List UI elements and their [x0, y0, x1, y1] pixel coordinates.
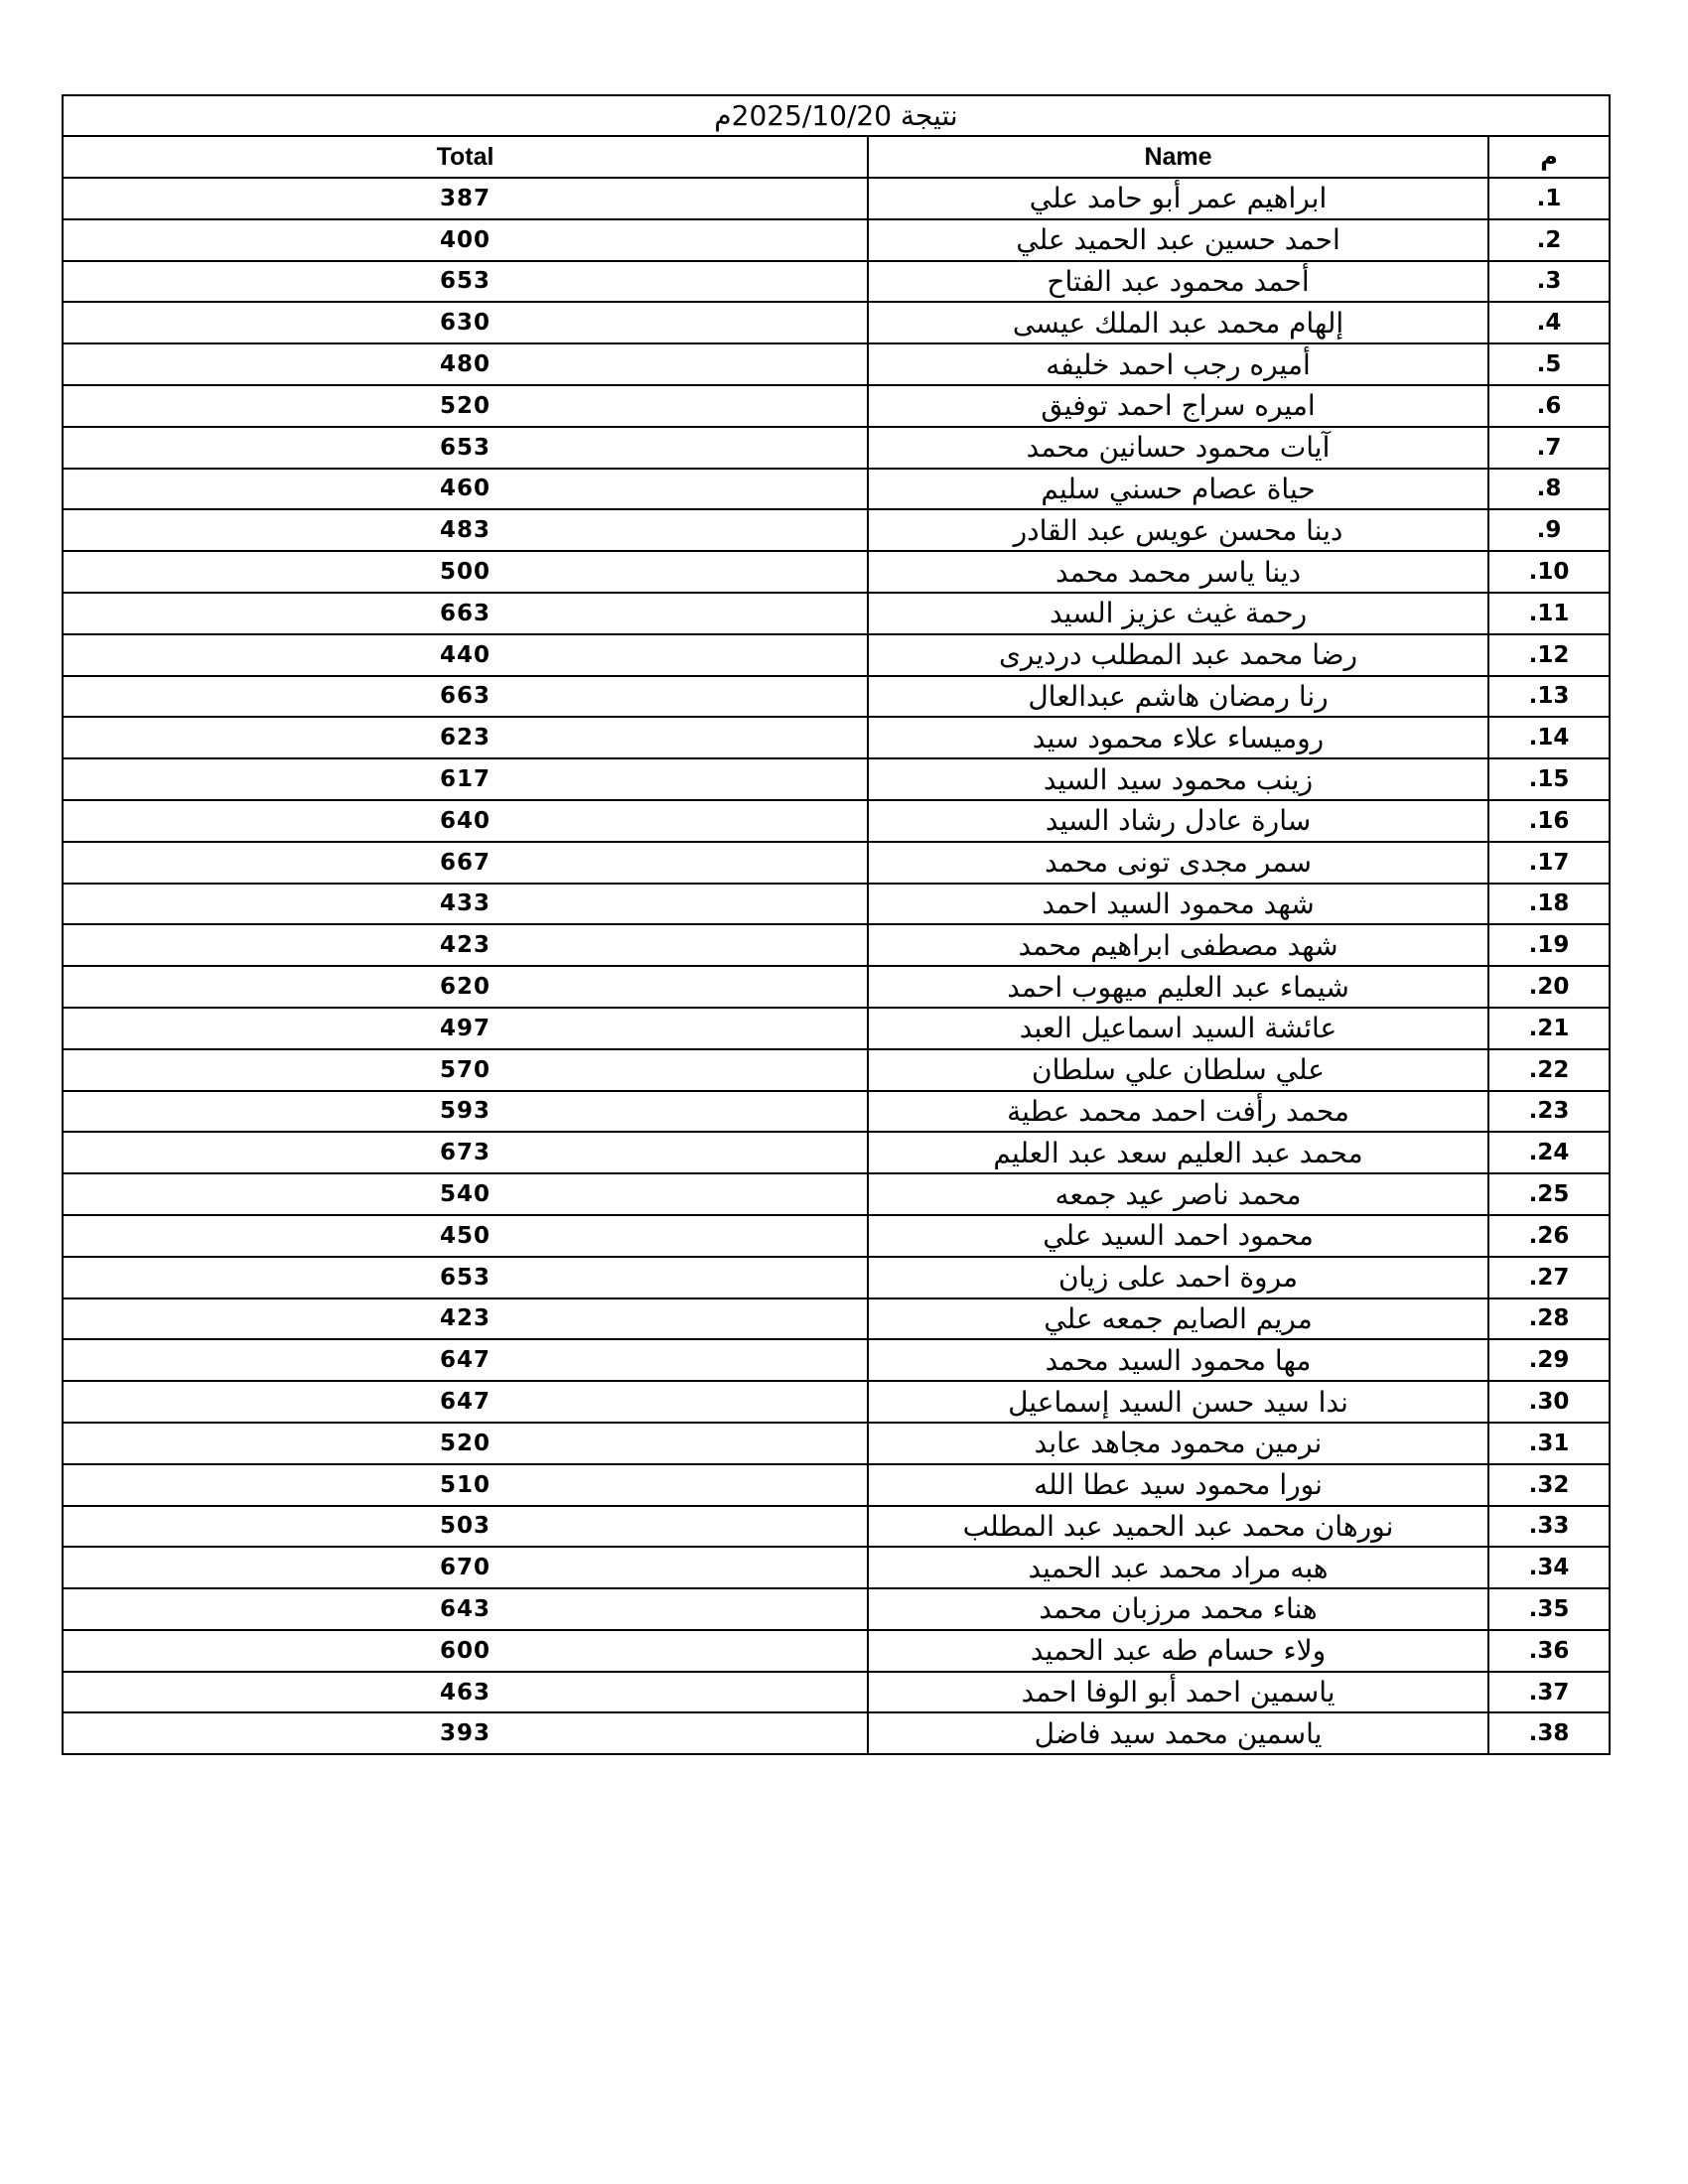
row-total-cell: 540 — [63, 1173, 868, 1215]
table-row — [63, 1588, 1610, 1630]
row-total-cell: 433 — [63, 884, 868, 925]
row-index-cell: .29 — [1488, 1339, 1610, 1381]
row-index-cell: .36 — [1488, 1630, 1610, 1672]
row-index-cell: .38 — [1488, 1712, 1610, 1754]
row-total-cell: 440 — [63, 634, 868, 676]
row-name-cell: شهد محمود السيد احمد — [868, 884, 1488, 925]
table-row — [63, 842, 1610, 884]
table-row — [63, 1257, 1610, 1298]
row-name-cell: اميره سراج احمد توفيق — [868, 385, 1488, 427]
row-total-cell: 653 — [63, 427, 868, 469]
table-row — [63, 302, 1610, 343]
row-name-cell: رنا رمضان هاشم عبدالعال — [868, 676, 1488, 718]
row-total-cell: 593 — [63, 1091, 868, 1133]
row-name-cell: دينا ياسر محمد محمد — [868, 551, 1488, 593]
row-index-cell: .12 — [1488, 634, 1610, 676]
row-index-cell: .16 — [1488, 800, 1610, 842]
row-name-cell: نورهان محمد عبد الحميد عبد المطلب — [868, 1506, 1488, 1548]
table-row — [63, 1423, 1610, 1464]
row-index-cell: .3 — [1488, 261, 1610, 303]
table-row — [63, 1547, 1610, 1588]
row-index-cell: .1 — [1488, 178, 1610, 219]
table-row — [63, 343, 1610, 385]
row-name-cell: رحمة غيث عزيز السيد — [868, 593, 1488, 634]
table-row — [63, 717, 1610, 758]
table-row — [63, 385, 1610, 427]
table-row — [63, 593, 1610, 634]
row-index-cell: .30 — [1488, 1381, 1610, 1423]
table-row — [63, 1049, 1610, 1091]
row-index-cell: .21 — [1488, 1008, 1610, 1049]
table-row — [63, 178, 1610, 219]
row-name-cell: علي سلطان علي سلطان — [868, 1049, 1488, 1091]
row-name-cell: آيات محمود حسانين محمد — [868, 427, 1488, 469]
table-row — [63, 427, 1610, 469]
column-header-total: Total — [63, 136, 868, 178]
row-name-cell: محمد عبد العليم سعد عبد العليم — [868, 1132, 1488, 1173]
table-row — [63, 758, 1610, 800]
table-row — [63, 884, 1610, 925]
row-index-cell: .20 — [1488, 966, 1610, 1008]
row-index-cell: .5 — [1488, 343, 1610, 385]
row-total-cell: 617 — [63, 758, 868, 800]
row-index-cell: .37 — [1488, 1672, 1610, 1713]
row-name-cell: ياسمين احمد أبو الوفا احمد — [868, 1672, 1488, 1713]
row-name-cell: سارة عادل رشاد السيد — [868, 800, 1488, 842]
row-index-cell: .22 — [1488, 1049, 1610, 1091]
table-row — [63, 219, 1610, 261]
row-name-cell: مها محمود السيد محمد — [868, 1339, 1488, 1381]
row-index-cell: .10 — [1488, 551, 1610, 593]
row-name-cell: إلهام محمد عبد الملك عيسى — [868, 302, 1488, 343]
row-total-cell: 483 — [63, 509, 868, 551]
table-row — [63, 261, 1610, 303]
row-index-cell: .32 — [1488, 1464, 1610, 1506]
row-total-cell: 630 — [63, 302, 868, 343]
row-index-cell: .17 — [1488, 842, 1610, 884]
row-name-cell: احمد حسين عبد الحميد علي — [868, 219, 1488, 261]
row-index-cell: .13 — [1488, 676, 1610, 718]
row-name-cell: ولاء حسام طه عبد الحميد — [868, 1630, 1488, 1672]
table-title-row — [63, 95, 1610, 136]
row-index-cell: .6 — [1488, 385, 1610, 427]
row-index-cell: .19 — [1488, 924, 1610, 966]
row-name-cell: مروة احمد على زيان — [868, 1257, 1488, 1298]
row-name-cell: رضا محمد عبد المطلب درديرى — [868, 634, 1488, 676]
table-row — [63, 1091, 1610, 1133]
table-row — [63, 1381, 1610, 1423]
row-index-cell: .4 — [1488, 302, 1610, 343]
row-index-cell: .33 — [1488, 1506, 1610, 1548]
row-total-cell: 667 — [63, 842, 868, 884]
table-row — [63, 1008, 1610, 1049]
row-index-cell: .24 — [1488, 1132, 1610, 1173]
row-name-cell: محمود احمد السيد علي — [868, 1215, 1488, 1257]
table-row — [63, 1506, 1610, 1548]
results-table-body — [63, 178, 1610, 1754]
table-row — [63, 966, 1610, 1008]
row-total-cell: 623 — [63, 717, 868, 758]
table-row — [63, 800, 1610, 842]
table-row — [63, 551, 1610, 593]
table-row — [63, 1464, 1610, 1506]
row-name-cell: ندا سيد حسن السيد إسماعيل — [868, 1381, 1488, 1423]
row-name-cell: هناء محمد مرزبان محمد — [868, 1588, 1488, 1630]
row-total-cell: 520 — [63, 385, 868, 427]
row-index-cell: .9 — [1488, 509, 1610, 551]
row-total-cell: 647 — [63, 1339, 868, 1381]
row-name-cell: محمد رأفت احمد محمد عطية — [868, 1091, 1488, 1133]
table-row — [63, 1215, 1610, 1257]
table-row — [63, 634, 1610, 676]
row-total-cell: 640 — [63, 800, 868, 842]
row-total-cell: 653 — [63, 261, 868, 303]
row-index-cell: .2 — [1488, 219, 1610, 261]
row-name-cell: حياة عصام حسني سليم — [868, 469, 1488, 510]
column-header-index: م — [1488, 136, 1610, 178]
table-row — [63, 1630, 1610, 1672]
row-total-cell: 393 — [63, 1712, 868, 1754]
row-name-cell: ابراهيم عمر أبو حامد علي — [868, 178, 1488, 219]
row-name-cell: شهد مصطفى ابراهيم محمد — [868, 924, 1488, 966]
row-total-cell: 463 — [63, 1672, 868, 1713]
row-total-cell: 647 — [63, 1381, 868, 1423]
row-index-cell: .15 — [1488, 758, 1610, 800]
row-index-cell: .11 — [1488, 593, 1610, 634]
row-name-cell: دينا محسن عويس عبد القادر — [868, 509, 1488, 551]
table-row — [63, 1712, 1610, 1754]
row-index-cell: .8 — [1488, 469, 1610, 510]
row-total-cell: 600 — [63, 1630, 868, 1672]
row-name-cell: نورا محمود سيد عطا الله — [868, 1464, 1488, 1506]
row-name-cell: سمر مجدى تونى محمد — [868, 842, 1488, 884]
row-total-cell: 400 — [63, 219, 868, 261]
row-index-cell: .14 — [1488, 717, 1610, 758]
row-index-cell: .31 — [1488, 1423, 1610, 1464]
column-header-name: Name — [868, 136, 1488, 178]
row-index-cell: .27 — [1488, 1257, 1610, 1298]
row-total-cell: 460 — [63, 469, 868, 510]
row-total-cell: 520 — [63, 1423, 868, 1464]
table-row — [63, 1298, 1610, 1340]
row-name-cell: أميره رجب احمد خليفه — [868, 343, 1488, 385]
row-total-cell: 387 — [63, 178, 868, 219]
row-total-cell: 670 — [63, 1547, 868, 1588]
row-total-cell: 570 — [63, 1049, 868, 1091]
row-total-cell: 423 — [63, 1298, 868, 1340]
table-row — [63, 1173, 1610, 1215]
row-index-cell: .23 — [1488, 1091, 1610, 1133]
table-header-row — [63, 136, 1610, 178]
row-name-cell: هبه مراد محمد عبد الحميد — [868, 1547, 1488, 1588]
row-index-cell: .35 — [1488, 1588, 1610, 1630]
row-name-cell: نرمين محمود مجاهد عابد — [868, 1423, 1488, 1464]
row-total-cell: 620 — [63, 966, 868, 1008]
row-name-cell: أحمد محمود عبد الفتاح — [868, 261, 1488, 303]
row-index-cell: .26 — [1488, 1215, 1610, 1257]
row-total-cell: 663 — [63, 676, 868, 718]
table-row — [63, 676, 1610, 718]
row-name-cell: زينب محمود سيد السيد — [868, 758, 1488, 800]
row-total-cell: 497 — [63, 1008, 868, 1049]
table-row — [63, 1672, 1610, 1713]
table-row — [63, 509, 1610, 551]
row-name-cell: روميساء علاء محمود سيد — [868, 717, 1488, 758]
row-total-cell: 510 — [63, 1464, 868, 1506]
table-title: نتيجة 2025/10/20م — [63, 95, 1610, 136]
row-total-cell: 450 — [63, 1215, 868, 1257]
row-name-cell: عائشة السيد اسماعيل العبد — [868, 1008, 1488, 1049]
row-index-cell: .18 — [1488, 884, 1610, 925]
row-total-cell: 503 — [63, 1506, 868, 1548]
results-table — [62, 94, 1611, 1755]
row-index-cell: .34 — [1488, 1547, 1610, 1588]
row-name-cell: مريم الصايم جمعه علي — [868, 1298, 1488, 1340]
row-total-cell: 643 — [63, 1588, 868, 1630]
row-total-cell: 673 — [63, 1132, 868, 1173]
row-index-cell: .7 — [1488, 427, 1610, 469]
table-row — [63, 1339, 1610, 1381]
table-row — [63, 469, 1610, 510]
table-row — [63, 924, 1610, 966]
row-total-cell: 653 — [63, 1257, 868, 1298]
row-index-cell: .28 — [1488, 1298, 1610, 1340]
row-total-cell: 663 — [63, 593, 868, 634]
row-index-cell: .25 — [1488, 1173, 1610, 1215]
row-total-cell: 423 — [63, 924, 868, 966]
row-total-cell: 480 — [63, 343, 868, 385]
row-name-cell: محمد ناصر عيد جمعه — [868, 1173, 1488, 1215]
row-name-cell: ياسمين محمد سيد فاضل — [868, 1712, 1488, 1754]
table-row — [63, 1132, 1610, 1173]
row-name-cell: شيماء عبد العليم ميهوب احمد — [868, 966, 1488, 1008]
row-total-cell: 500 — [63, 551, 868, 593]
